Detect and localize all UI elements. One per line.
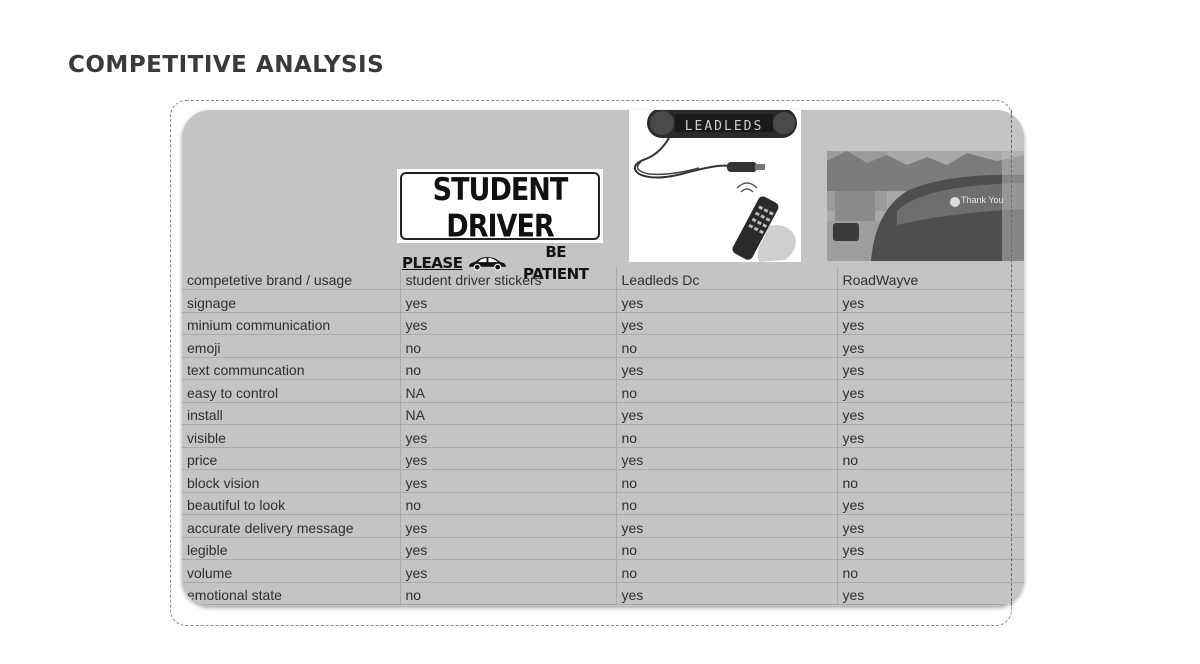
table-cell: yes bbox=[837, 425, 1024, 448]
table-cell: no bbox=[400, 335, 616, 358]
table-cell: accurate delivery message bbox=[182, 515, 400, 538]
table-cell: yes bbox=[837, 402, 1024, 425]
table-cell: yes bbox=[400, 560, 616, 583]
header-cell: RoadWayve bbox=[837, 267, 1024, 290]
table-row bbox=[182, 425, 1024, 448]
table-row bbox=[182, 335, 1024, 358]
leadleds-product-image bbox=[629, 110, 801, 262]
table-cell: yes bbox=[616, 515, 837, 538]
table-row bbox=[182, 560, 1024, 583]
table-cell: volume bbox=[182, 560, 400, 583]
table-cell: legible bbox=[182, 537, 400, 560]
table-cell: no bbox=[837, 560, 1024, 583]
roadwayve-product-image bbox=[827, 151, 1024, 261]
table-cell: yes bbox=[837, 582, 1024, 605]
table-cell: yes bbox=[400, 425, 616, 448]
table-cell: yes bbox=[400, 312, 616, 335]
table-cell: no bbox=[616, 470, 837, 493]
table-cell: easy to control bbox=[182, 380, 400, 403]
table-cell: beautiful to look bbox=[182, 492, 400, 515]
sticker-please-text: PLEASE bbox=[402, 254, 463, 272]
table-cell: NA bbox=[400, 402, 616, 425]
table-cell: yes bbox=[400, 447, 616, 470]
table-header-row bbox=[182, 267, 1024, 290]
table-cell: yes bbox=[837, 312, 1024, 335]
table-cell: minium communication bbox=[182, 312, 400, 335]
table-cell: emoji bbox=[182, 335, 400, 358]
table-row bbox=[182, 515, 1024, 538]
table-cell: yes bbox=[616, 402, 837, 425]
table-row bbox=[182, 290, 1024, 313]
table-row bbox=[182, 470, 1024, 493]
table-cell: emotional state bbox=[182, 582, 400, 605]
table-row bbox=[182, 357, 1024, 380]
page-title: COMPETITIVE ANALYSIS bbox=[68, 52, 385, 78]
table-cell: yes bbox=[400, 537, 616, 560]
roadwayve-overlay-text: Thank You bbox=[961, 195, 1004, 205]
table-row bbox=[182, 492, 1024, 515]
table-cell: no bbox=[400, 492, 616, 515]
table-cell: no bbox=[616, 560, 837, 583]
table-cell: visible bbox=[182, 425, 400, 448]
table-cell: yes bbox=[616, 582, 837, 605]
table-cell: yes bbox=[616, 357, 837, 380]
table-cell: yes bbox=[400, 290, 616, 313]
competitive-analysis-table bbox=[182, 267, 1024, 605]
table-cell: no bbox=[616, 537, 837, 560]
table-cell: no bbox=[837, 447, 1024, 470]
table-cell: yes bbox=[837, 357, 1024, 380]
table-cell: yes bbox=[837, 515, 1024, 538]
table-row bbox=[182, 582, 1024, 605]
table-cell: yes bbox=[837, 290, 1024, 313]
table-cell: price bbox=[182, 447, 400, 470]
table-row bbox=[182, 402, 1024, 425]
table-cell: yes bbox=[837, 335, 1024, 358]
selection-frame-edge bbox=[1011, 110, 1012, 606]
table-row bbox=[182, 380, 1024, 403]
table-cell: yes bbox=[837, 537, 1024, 560]
table-cell: no bbox=[616, 380, 837, 403]
table-cell: yes bbox=[837, 380, 1024, 403]
header-cell: competetive brand / usage bbox=[182, 267, 400, 290]
table-cell: no bbox=[400, 357, 616, 380]
table-row bbox=[182, 537, 1024, 560]
analysis-card bbox=[182, 110, 1024, 606]
header-cell: Leadleds Dc bbox=[616, 267, 837, 290]
table-cell: no bbox=[400, 582, 616, 605]
table-cell: yes bbox=[400, 515, 616, 538]
table-cell: NA bbox=[400, 380, 616, 403]
sticker-be-patient-text: BE PATIENT bbox=[523, 243, 589, 283]
table-cell: yes bbox=[616, 290, 837, 313]
led-display-text: LEADLEDS bbox=[684, 119, 764, 134]
table-cell: no bbox=[616, 492, 837, 515]
table-cell: signage bbox=[182, 290, 400, 313]
table-cell: yes bbox=[837, 492, 1024, 515]
table-cell: block vision bbox=[182, 470, 400, 493]
table-cell: no bbox=[616, 335, 837, 358]
table-row bbox=[182, 312, 1024, 335]
table-cell: yes bbox=[616, 312, 837, 335]
table-cell: no bbox=[837, 470, 1024, 493]
table-cell: yes bbox=[400, 470, 616, 493]
table-cell: no bbox=[616, 425, 837, 448]
sticker-line1: STUDENT DRIVER bbox=[432, 172, 568, 245]
table-row bbox=[182, 447, 1024, 470]
table-cell: install bbox=[182, 402, 400, 425]
table-cell: text communcation bbox=[182, 357, 400, 380]
table-cell: yes bbox=[616, 447, 837, 470]
header-cell: student driver stickers bbox=[400, 267, 616, 290]
